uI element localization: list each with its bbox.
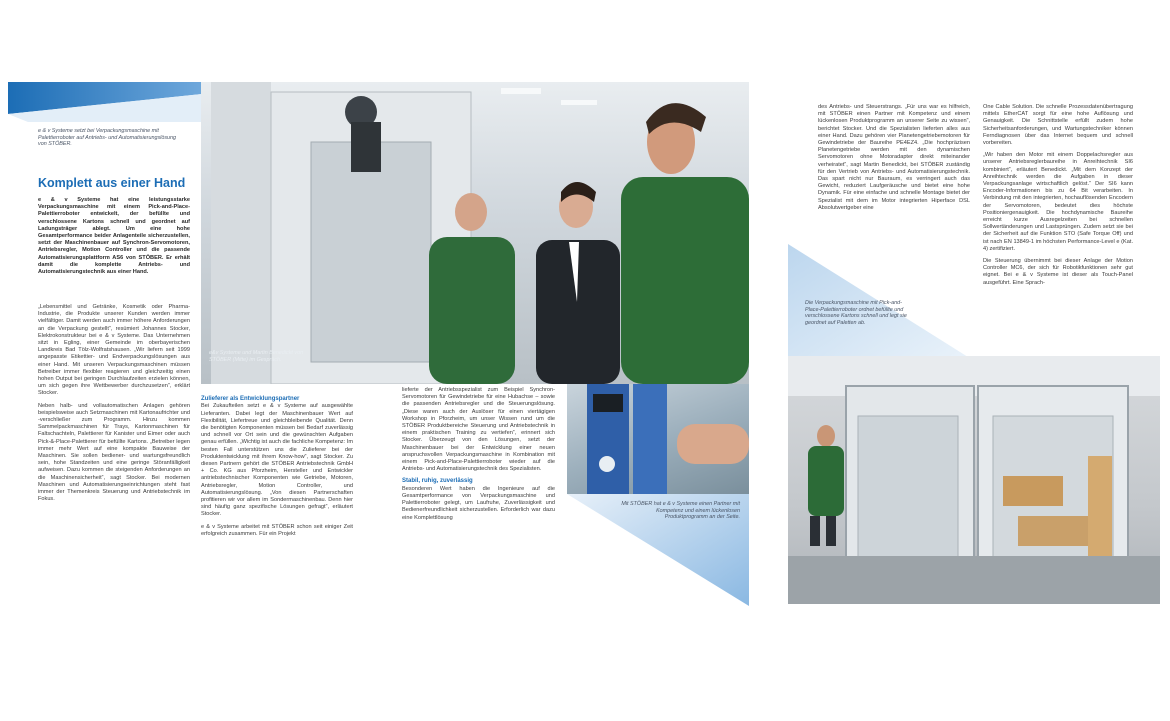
paragraph: „Wir haben den Motor mit einem Doppelachsregler aus unserer Antriebsreglerbaureihe in Anreihtechnik SI6 kombiniert“, erläutert Benedickt. „Mit dem Konzept der Anreihtechnik werden die Aufgaben in dieser Verpackungsanlage wirtschaftlich gelöst.“ Der SI6 kann Encoder-Informationen bis zu 64 Bit verarbeiten. In Verbindung mit den integrierten, hochauflösenden Encodern der Servomotoren, bedeutet dies höchste Positioniergenauigkeit. Die hochdynamische Baureihe erreicht kurze Ausregelzeiten bei schnellen Sollwertänderungen und Lastsprüngen. Zudem setzt sie bei der Sicherheit auf die Funktion STO (Safe Torque Off) und ist nach EN 13849-1 im höchsten Performance-Level e (Kat. 4) zertifiziert. [983, 152, 1133, 252]
paragraph: des Antriebs- und Steuerstrangs. „Für uns war es hilfreich, mit STÖBER einen Partner mit Kompetenz und einem lückenlosen Produktprogramm an unserer Seite zu wissen“, berichtet Stocker. Und die Spezialisten lieferten alles aus einer Hand. Dazu gehören vier Planetengetriebemotoren für Gewindetriebe der Baureihe PE4EZ4. „Die hochpräzisen Planetengetriebe werden mit den dynamischen Servomotoren ohne Motoradapter direkt miteinander verheiratet“, sagt Martin Benedickt, bei STÖBER zuständig für den Vertrieb von Antriebs- und Automatisierungstechnik. Das spart nicht nur Bauraum, es verringert auch das Gewicht, reduziert Laufgeräusche und bietet eine hohe Dynamik. Für eine einfache und schnelle Montage bietet der Spezialist mit dem im Motor integrierten Hiperface DSL Absolutwertgeber eine [818, 104, 970, 211]
right-column-1 [818, 104, 970, 217]
paragraph: One Cable Solution. Die schnelle Prozessdatenübertragung mittels EtherCAT sorgt für eine hohe Auflösung und Genauigkeit. Die Schnittstelle erfüllt zudem hohe Sicherheitsanforderungen, und Wartungstechniker können Ferndiagnosen über das Internet bequem und schnell vorbereiten. [983, 104, 1133, 147]
right-photo-caption: Die Verpackungsmaschine mit Pick-and-Place-Palettierroboter ordnet befüllte und verschlossene Kartons schnell und legt sie geordnet auf Paletten ab. [805, 300, 907, 326]
intro-caption: e & v Systeme setzt bei Verpackungsmaschine mit Palettierroboter auf Antriebs- und Automatisierungslösung von STÖBER. [38, 128, 177, 148]
paragraph: Bei Zukaufteilen setzt e & v Systeme auf ausgewählte Lieferanten. Dabei legt der Maschinenbauer Wert auf Flexibilität, Liefertreue und gleichbleibende Qualität. Denn die benötigten Komponenten müssen bei Bedarf zuverlässig und schnell vor Ort sein und die gewünschten Aufgaben genau erfüllen. „Wichtig ist auch die fachliche Kompetenz: Im besten Fall unterstützen uns die Zulieferer bei der Produktentwicklung mit ihrem Know-how“, sagt Stocker. Zu diesen Partnern gehört die STÖBER Antriebstechnik GmbH + Co. KG aus Pforzheim, Hersteller und Entwickler antriebstechnischer Komponenten wie Getriebe, Motoren, Antriebsregler, Motion Controller, und Automatisierungslösung. „Von diesen Partnerschaften profitieren wir vor allem im Sondermaschinenbau. Denn hier sind häufig ganz spezifische Lösungen gefragt“, erläutert Stocker. [201, 403, 353, 518]
photo-caption: e&v Systeme und Martin Benedickt von STÖBER (Mitte) im Gespräch. [209, 350, 304, 363]
paragraph: Besonderen Wert haben die Ingenieure auf die Gesamtperformance von Verpackungsmaschine und Palettierroboter gelegt, um Laufruhe, Zuverlässigkeit und Bedienerfreundlichkeit sicherzustellen. Erforderlich war dazu eine Komplettlösung [402, 485, 555, 521]
paragraph: e & v Systeme arbeitet mit STÖBER schon seit einiger Zeit erfolgreich zusammen. Für ein Projekt [201, 523, 353, 537]
paragraph: lieferte der Antriebsspezialist zum Beispiel Synchron-Servomotoren für Gewindetriebe für eine Hubachse – sowie die passenden Antriebsregler und die Steuerungslösung. „Diese waren auch der Auslöser für einen viertägigen Workshop in Pforzheim, um unser Wissen rund um die STÖBER Produktbereiche Steuerung und Antriebstechnik in einem praktischen Training zu vertiefen“, erinnert sich Stocker. Überzeugt von den Lösungen, setzt der Maschinenbauer bei der Entwicklung einer neuen anspruchsvollen Verpackungsmaschine in Kombination mit einem Pick-and-Place-Palettierroboter wieder auf die Antriebs- und Automatisierungstechnik des Spezialisten. [402, 387, 555, 473]
article-column-2 [201, 396, 353, 543]
photo-packaging-machine [788, 356, 1160, 604]
lead-paragraph: e & v Systeme hat eine leistungsstarke Verpackungsmaschine mit einem Pick-and-Place-Palettierroboter entwickelt, der befüllte und verschlossene Kartons schnell und geordnet auf Ladungsträger ablegt. Um eine hohe Gesamtperformance beider Anlagenteile sicherzustellen, setzt der Maschinenbauer auf Synchron-Servomotoren, Antriebsregler, Motion Controller und die passende Automatisierungsplattform AS6 von STÖBER. Er erhält damit die komplette Antriebs- und Automatisierungstechnik aus einer Hand. [38, 197, 190, 276]
paragraph: „Lebensmittel und Getränke, Kosmetik oder Pharma-Industrie, die Produkte unserer Kunden werden immer vielfältiger. Damit werden auch immer höhere Anforderungen an die Verpackung gestellt“, resümiert Johannes Stocker, Elektrokonstrukteur bei e & v Systeme. Das Unternehmen sitzt in Egling, einer Gemeinde im oberbayerischen Landkreis Bad Tölz-Wolfratshausen. „Wir liefern seit 1999 angepasste Etikettier- und Endverpackungslösungen aus einer Hand. Mit unseren Verpackungsmaschinen müssen Betreiber immer flexibler reagieren und gleichzeitig einen hohen Output bei geringen Durchlaufzeiten erzielen können, um sich gegen ihre Wettbewerber durchzusetzen“, erklärt Stocker. [38, 304, 190, 397]
photo-meeting [201, 82, 749, 384]
right-column-2 [983, 104, 1133, 292]
section-heading: Zulieferer als Entwicklungspartner [201, 396, 300, 402]
paragraph: Die Steuerung übernimmt bei dieser Anlage der Motion Controller MC6, der sich für Robotikfunktionen sehr gut eignet. Bei e & v Systeme ist dieser als Touch-Panel ausgeführt. Eine Sprach- [983, 258, 1133, 286]
blue-corner-decoration [8, 82, 202, 122]
photo-drive-controller [567, 384, 749, 494]
article-column-1 [38, 304, 190, 508]
article-column-3 [402, 387, 555, 527]
small-photo-caption: Mit STÖBER hat e & v Systeme einen Partner mit Kompetenz und einem lückenlosen Produktprogramm an der Seite. [621, 501, 740, 521]
section-heading: Stabil, ruhig, zuverlässig [402, 478, 473, 485]
page-title: Komplett aus einer Hand [38, 176, 186, 190]
paragraph: Neben halb- und vollautomatischen Anlagen gehören beispielsweise auch Setzmaschinen mit Kartonaufrichter und -verschließer zum Programm. Hinzu kommen Sammelpackmaschinen für Trays, Kartonmaschinen für Faltschachteln, Palettierer für Kanister und Eimer oder auch Pick-&-Place-Palettierer für befüllte Kartons. „Betreiber legen immer mehr Wert auf eine kompakte Bauweise der Maschinen. Sie sollen bediener- und wartungsfreundlich sein, hohe Standzeiten und eine geringe Störanfälligkeit aufweisen. Dazu kommen die steigenden Anforderungen an die Maschinensicherheit“, sagt Stocker. Bei modernen Maschinen und Automatisierungseinrichtungen steht fast immer der Themenkreis Steuerung und Antriebstechnik im Fokus. [38, 402, 190, 503]
